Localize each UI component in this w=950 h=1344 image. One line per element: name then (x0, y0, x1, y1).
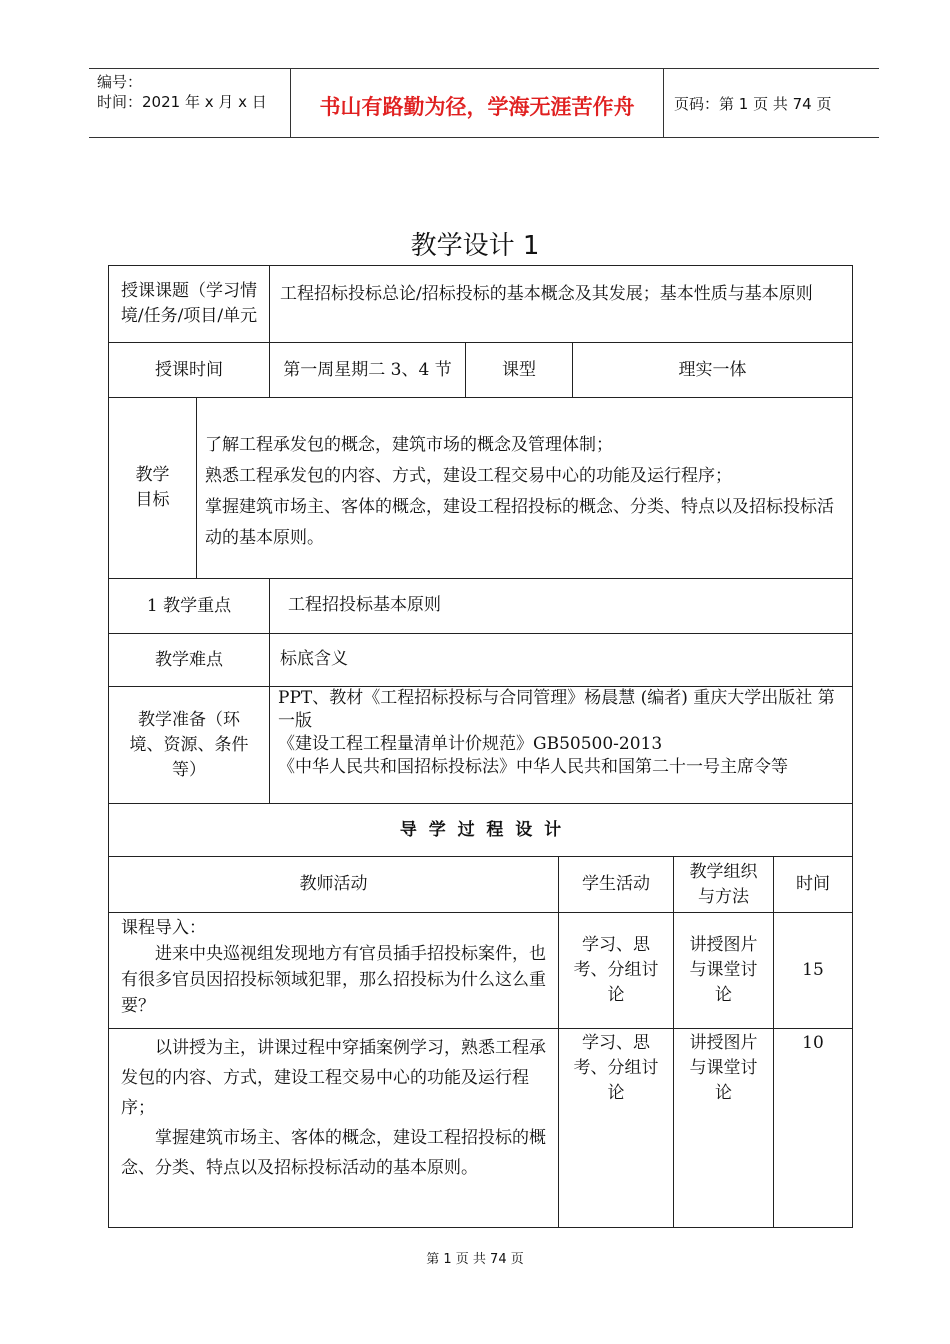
teacher-line: 掌握建筑市场主、客体的概念，建设工程招投标的概念、分类、特点以及招标投标活动的基本原则。 (121, 1128, 546, 1178)
teacher-line: 进来中央巡视组发现地方有官员插手招投标案件，也有很多官员因招投标领域犯罪，那么招投标为什么这么重要？ (121, 944, 546, 1016)
header-page-cell (674, 69, 879, 137)
topic-label: 授课课题（学习情境/任务/项目/单元 (120, 281, 258, 326)
table-row-time: 15 (802, 960, 824, 980)
page-header (89, 68, 879, 138)
col-header-teacher: 教师活动 (299, 874, 368, 894)
col-header-time: 时间 (796, 874, 830, 894)
goals-list (197, 398, 852, 578)
topic-value: 工程招标投标总论/招标投标的基本概念及其发展；基本性质与基本原则 (280, 284, 813, 304)
table-row-teacher (109, 1029, 558, 1227)
motto: 书山有路勤为径，学海无涯苦作舟 (319, 95, 635, 119)
table-row-teacher (109, 913, 558, 1028)
table-row-student: 学习、思考、分组讨论 (573, 1033, 659, 1103)
number-label: 编号： (97, 73, 143, 91)
time-label: 时间：2021 年 x 月 x 日 (97, 93, 267, 111)
goal-item: 掌握建筑市场主、客体的概念，建设工程招投标的概念、分类、特点以及招标投标活动的基本原则。 (205, 497, 834, 548)
prep-item: 《中华人民共和国招标投标法》中华人民共和国第二十一号主席令等 (278, 757, 788, 777)
key-value: 工程招投标基本原则 (288, 595, 441, 615)
table-row-time: 10 (802, 1033, 824, 1053)
goal-item: 熟悉工程承发包的内容、方式，建设工程交易中心的功能及运行程序； (205, 466, 732, 486)
type-value: 理实一体 (678, 359, 747, 380)
prep-item: PPT、教材《工程招标投标与合同管理》杨晨慧 (编者) 重庆大学出版社 第一版 (278, 688, 835, 731)
lesson-table (108, 265, 853, 1228)
process-title: 导 学 过 程 设 计 (399, 819, 562, 840)
time-label: 授课时间 (155, 359, 223, 380)
table-row-method: 讲授图片与课堂讨论 (689, 1033, 758, 1103)
key-label: 1 教学重点 (146, 595, 232, 616)
teacher-line: 以讲授为主，讲课过程中穿插案例学习，熟悉工程承发包的内容、方式，建设工程交易中心的功能及运行程序； (121, 1038, 546, 1118)
prep-label: 教学准备（环境、资源、条件等） (129, 709, 249, 780)
time-value: 第一周星期二 3、4 节 (283, 359, 452, 380)
header-meta (89, 69, 289, 137)
table-row-method: 讲授图片与课堂讨论 (689, 935, 758, 1005)
difficulty-label: 教学难点 (155, 649, 223, 670)
difficulty-value: 标底含义 (280, 649, 348, 669)
page-label: 页码：第 1 页 共 74 页 (674, 95, 832, 113)
type-label: 课型 (502, 359, 536, 380)
page-footer: 第 1 页 共 74 页 (426, 1252, 524, 1267)
goal-item: 了解工程承发包的概念，建筑市场的概念及管理体制； (205, 435, 613, 455)
col-header-student: 学生活动 (582, 874, 650, 894)
doc-title: 教学设计 1 (410, 231, 540, 261)
prep-list (270, 687, 852, 803)
col-header-method: 教学组织与方法 (689, 861, 758, 907)
goals-label: 教学目标 (135, 465, 170, 510)
header-motto-cell (290, 69, 664, 137)
table-row-student: 学习、思考、分组讨论 (573, 935, 659, 1005)
prep-item: 《建设工程工程量清单计价规范》GB50500-2013 (278, 734, 663, 754)
teacher-line: 课程导入： (121, 918, 206, 938)
